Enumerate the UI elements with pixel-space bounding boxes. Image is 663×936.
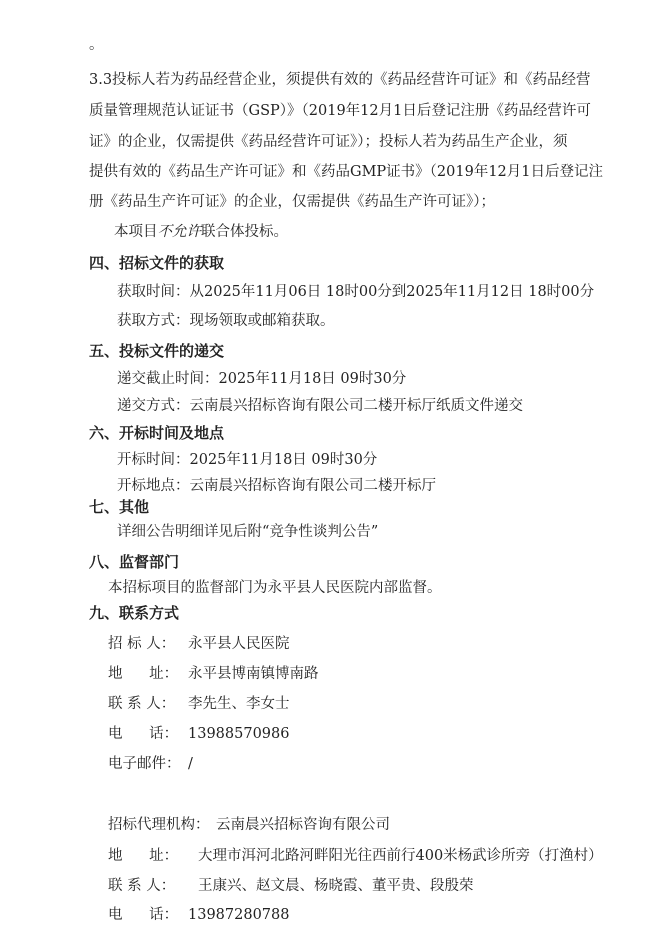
phone-row xyxy=(108,724,289,744)
tenderer-row xyxy=(108,634,290,654)
para-3-3-line-4: 提供有效的《药品生产许可证》和《药品GMP证书》（2019年12月1日后登记注 xyxy=(89,164,604,180)
supervision-text: 本招标项目的监督部门为永平县人民医院内部监督。 xyxy=(108,580,442,596)
submit-deadline: 递交截止时间：2025年11月18日 09时30分 xyxy=(117,371,407,387)
agency-address-row xyxy=(108,846,603,866)
agency-address-value: 大理市洱河北路河畔阳光往西前行400米杨武诊所旁（打渔村） xyxy=(198,848,603,864)
continuation-mark: 。 xyxy=(89,37,104,53)
section-7-heading: 七、其他 xyxy=(89,498,150,516)
acquire-method: 获取方式：现场领取或邮箱获取。 xyxy=(117,313,335,329)
address-value: 永平县博南镇博南路 xyxy=(188,666,319,682)
agency-phone-row xyxy=(108,905,289,925)
phone-label: 电 话： xyxy=(108,726,179,742)
tenderer-label: 招 标 人： xyxy=(108,636,176,652)
address-label: 地 址： xyxy=(108,666,179,682)
para-3-3-line-2: 质量管理规范认证证书（GSP）》（2019年12月1日后登记注册《药品经营许可 xyxy=(89,103,591,119)
opening-time: 开标时间：2025年11月18日 09时30分 xyxy=(117,452,378,468)
address-row xyxy=(108,664,319,684)
contact-value: 李先生、李女士 xyxy=(188,696,290,712)
section-8-heading: 八、监督部门 xyxy=(89,553,180,571)
contact-row xyxy=(108,694,290,714)
agency-address-label: 地 址： xyxy=(108,848,179,864)
para-3-3-line-3: 证》的企业，仅需提供《药品经营许可证》）；投标人若为药品生产企业，须 xyxy=(89,134,568,150)
contact-label: 联 系 人： xyxy=(108,696,176,712)
acquire-time: 获取时间：从2025年11月06日 18时00分到2025年11月12日 18时00分 xyxy=(117,284,595,300)
section-5-heading: 五、投标文件的递交 xyxy=(89,342,225,360)
joint-bid-statement xyxy=(114,222,288,242)
section-4-heading: 四、招标文件的获取 xyxy=(89,254,225,272)
email-value: / xyxy=(188,756,193,772)
agency-row xyxy=(108,815,390,835)
tenderer-value: 永平县人民医院 xyxy=(188,636,290,652)
email-label: 电子邮件： xyxy=(108,756,181,772)
submit-method: 递交方式：云南晨兴招标咨询有限公司二楼开标厅纸质文件递交 xyxy=(117,398,523,414)
joint-bid-suffix: 联合体投标。 xyxy=(201,224,288,240)
section-9-heading: 九、联系方式 xyxy=(89,604,180,622)
agency-contact-label: 联 系 人： xyxy=(108,878,176,894)
phone-value: 13988570986 xyxy=(188,726,290,742)
para-3-3-line-5: 册《药品生产许可证》的企业，仅需提供《药品生产许可证》）； xyxy=(89,194,495,210)
email-row xyxy=(108,754,193,774)
joint-bid-emphasis: 不允许 xyxy=(157,224,201,240)
agency-label: 招标代理机构： xyxy=(108,817,210,833)
agency-contact-value: 王康兴、赵文晨、杨晓霞、董平贵、段殷荣 xyxy=(198,878,474,894)
agency-phone-label: 电 话： xyxy=(108,907,179,923)
other-notes: 详细公告明细详见后附“竞争性谈判公告” xyxy=(117,524,379,540)
section-6-heading: 六、开标时间及地点 xyxy=(89,424,225,442)
para-3-3-line-1: 3.3投标人若为药品经营企业，须提供有效的《药品经营许可证》和《药品经营 xyxy=(89,72,591,88)
opening-place: 开标地点：云南晨兴招标咨询有限公司二楼开标厅 xyxy=(117,478,436,494)
agency-value: 云南晨兴招标咨询有限公司 xyxy=(216,817,390,833)
agency-contact-row xyxy=(108,876,474,896)
joint-bid-prefix: 本项目 xyxy=(114,224,158,240)
agency-phone-value: 13987280788 xyxy=(188,907,290,923)
